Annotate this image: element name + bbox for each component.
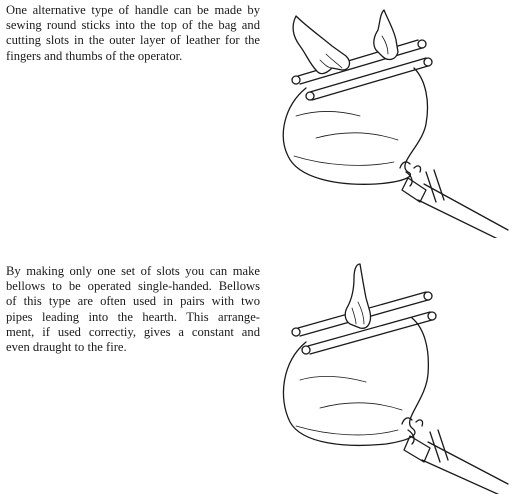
two-handed-bellows-illustration	[276, 6, 512, 238]
paragraph-two-handed-handle	[6, 3, 260, 64]
text-line: even draught to the fire.	[6, 340, 127, 355]
text-line: sewing round sticks into the top of the bag and	[6, 18, 260, 33]
text-line: One alternative type of handle can be made by	[6, 3, 260, 17]
text-line: bellows to be operated single-handed. Bellows	[6, 279, 260, 294]
bellows-drawing-icon	[276, 6, 512, 238]
text-line: cutting slots in the outer layer of leather for the	[6, 33, 260, 48]
text-line: By making only one set of slots you can make	[6, 264, 260, 278]
text-line: ment, if used correctiy, gives a constant and	[6, 324, 260, 339]
text-line: pipes leading into the hearth. This arrange-	[6, 309, 260, 324]
text-line: of this type are often used in pairs with two	[6, 294, 260, 309]
bellows-drawing-icon	[276, 262, 512, 494]
text-line: fingers and thumbs of the operator.	[6, 48, 183, 63]
single-handed-bellows-illustration	[276, 262, 512, 494]
paragraph-single-handed-bellows	[6, 264, 260, 355]
